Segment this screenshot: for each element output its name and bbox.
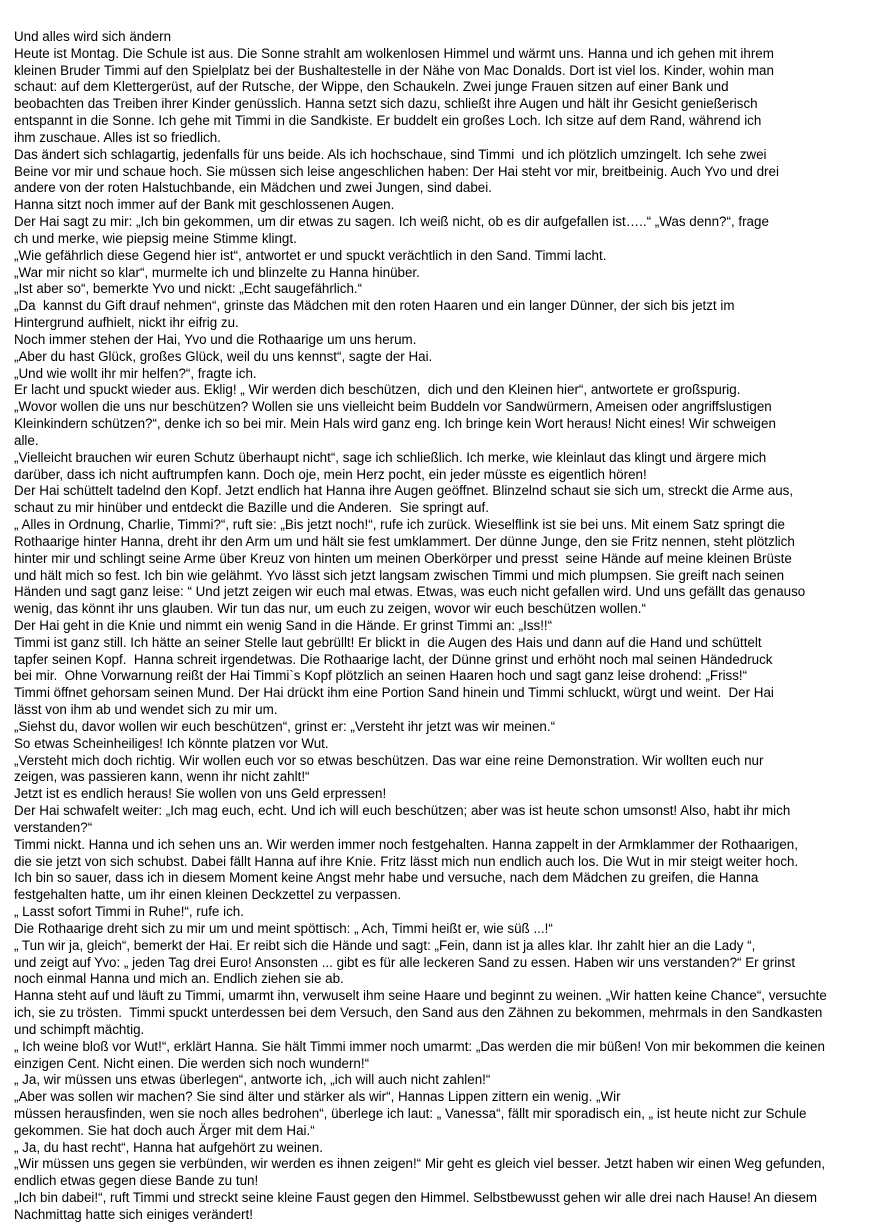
text-line: Hanna sitzt noch immer auf der Bank mit geschlossenen Augen. (14, 197, 395, 213)
document-lines (14, 29, 876, 1224)
text-line: „Da kannst du Gift drauf nehmen“, grinste das Mädchen mit den roten Haaren und ein langer Dünner, der sich bis jetzt im (14, 298, 735, 314)
text-line: Nachmittag hatte sich einiges verändert! (14, 1206, 253, 1222)
text-line: „Wir müssen uns gegen sie verbünden, wir werden es ihnen zeigen!“ Mir geht es gleich viel besser. Jetzt haben wir einen Weg gefunden, (14, 1156, 826, 1172)
text-line: „ Ja, wir müssen uns etwas überlegen“, antworte ich, „ich will auch nicht zahlen!“ (14, 1072, 491, 1088)
text-line: ich, sie zu trösten. Timmi spuckt unterdessen bei dem Versuch, den Sand aus den Zähnen zu bekommen, mehrmals in den Sandkasten (14, 1005, 823, 1021)
text-line: „ Alles in Ordnung, Charlie, Timmi?“, ruft sie: „Bis jetzt noch!“, rufe ich zurück. Wieselflink ist sie bei uns. Mit einem Satz springt die (14, 517, 785, 533)
text-line: noch einmal Hanna und mich an. Endlich ziehen sie ab. (14, 971, 344, 987)
text-line: entspannt in die Sonne. Ich gehe mit Timmi in die Sandkiste. Er buddelt ein großes Loch. Ich sitze auf dem Rand, während ich (14, 113, 762, 129)
text-line: Beine vor mir und schaue hoch. Sie müssen sich leise angeschlichen haben: Der Hai steht vor mir, breitbeinig. Auch Yvo und drei (14, 163, 779, 179)
text-line: Timmi ist ganz still. Ich hätte an seiner Stelle laut gebrüllt! Er blickt in die Augen des Hais und dann auf die Hand und schüttelt (14, 634, 762, 650)
document-title-line: Und alles wird sich ändern (14, 29, 172, 44)
text-line: „Ich bin dabei!“, ruft Timmi und streckt seine kleine Faust gegen den Himmel. Selbstbewusst gehen wir alle drei nach Hause! An diesem (14, 1190, 818, 1206)
text-line: So etwas Scheinheiliges! Ich könnte platzen vor Wut. (14, 735, 329, 751)
text-line: „Wie gefährlich diese Gegend hier ist“, antwortet er und spuckt verächtlich in den Sand. Timmi lacht. (14, 247, 607, 263)
text-line: Die Rothaarige dreht sich zu mir um und meint spöttisch: „ Ach, Timmi heißt er, wie süß ...!“ (14, 920, 553, 936)
text-line: lässt von ihm ab und wendet sich zu mir um. (14, 702, 278, 718)
text-line: Rothaarige hinter Hanna, dreht ihr den Arm um und hält sie fest umklammert. Der dünne Junge, den sie Fritz nennen, steht plötzlich (14, 533, 795, 549)
text-line: Heute ist Montag. Die Schule ist aus. Die Sonne strahlt am wolkenlosen Himmel und wärmt uns. Hanna und ich gehen mit ihrem (14, 45, 774, 61)
text-line: zeigen, was passieren kann, wenn ihr nicht zahlt!“ (14, 769, 310, 785)
text-line: schaut zu mir hinüber und entdeckt die Bazille und die Anderen. Sie springt auf. (14, 500, 489, 516)
text-line: Timmi öffnet gehorsam seinen Mund. Der Hai drückt ihm eine Portion Sand hinein und Timmi schluckt, würgt und weint. Der Hai (14, 685, 774, 701)
text-line: hinter mir und schlingt seine Arme über Kreuz von hinten um meinen Oberkörper und presst seine Hände auf meine kleinen Brüste (14, 550, 792, 566)
text-line: tapfer seinen Kopf. Hanna schreit irgendetwas. Die Rothaarige lacht, der Dünne grinst und erhöht noch mal seinen Händedruck (14, 651, 773, 667)
text-line: „Aber du hast Glück, großes Glück, weil du uns kennst“, sagte der Hai. (14, 348, 433, 364)
text-line: bei mir. Ohne Vorwarnung reißt der Hai Timmi`s Kopf plötzlich an seinen Haaren hoch und sagt ganz leise drohend: „Friss!“ (14, 668, 748, 684)
text-line: „Aber was sollen wir machen? Sie sind älter und stärker als wir“, Hannas Lippen zittern ein wenig. „Wir (14, 1089, 621, 1105)
text-line: „Vielleicht brauchen wir euren Schutz überhaupt nicht“, sage ich schließlich. Ich merke, wie kleinlaut das klingt und ärgere mich (14, 449, 767, 465)
text-line: ch und merke, wie piepsig meine Stimme klingt. (14, 230, 297, 246)
text-line: Noch immer stehen der Hai, Yvo und die Rothaarige um uns herum. (14, 331, 417, 347)
text-line: Ich bin so sauer, dass ich in diesem Moment keine Angst mehr habe und versuche, nach dem Mädchen zu greifen, die Hanna (14, 870, 759, 886)
text-line: „Ist aber so“, bemerkte Yvo und nickt: „Echt saugefährlich.“ (14, 281, 363, 297)
text-line: Kleinkindern schützen?“, denke ich so bei mir. Mein Hals wird ganz eng. Ich bringe kein Wort heraus! Nicht eines! Wir schweigen (14, 416, 776, 432)
text-line: „War mir nicht so klar“, murmelte ich und blinzelte zu Hanna hinüber. (14, 264, 420, 280)
text-line: die sie jetzt von sich schubst. Dabei fällt Hanna auf ihre Knie. Fritz lässt mich nun endlich auch los. Die Wut in mir steigt weiter hoch. (14, 853, 799, 869)
text-line: Hintergrund aufhielt, nickt ihr eifrig zu. (14, 315, 239, 331)
text-line: gekommen. Sie hat doch auch Ärger mit dem Hai.“ (14, 1122, 315, 1138)
text-line: „ Tun wir ja, gleich“, bemerkt der Hai. Er reibt sich die Hände und sagt: „Fein, dann ist ja alles klar. Ihr zahlt hier an die Lady “, (14, 937, 756, 953)
text-line: Der Hai sagt zu mir: „Ich bin gekommen, um dir etwas zu sagen. Ich weiß nicht, ob es dir aufgefallen ist…..“ „Was denn?“, frage (14, 214, 769, 230)
text-line: Der Hai schüttelt tadelnd den Kopf. Jetzt endlich hat Hanna ihre Augen geöffnet. Blinzelnd schaut sie sich um, streckt die Arme aus, (14, 483, 794, 499)
text-line: Der Hai geht in die Knie und nimmt ein wenig Sand in die Hände. Er grinst Timmi an: „Iss!!“ (14, 617, 553, 633)
text-line: müssen herausfinden, wen sie noch alles bedrohen“, überlege ich laut: „ Vanessa“, fällt mir sporadisch ein, „ ist heute nicht zur Schule (14, 1106, 807, 1121)
text-line: und zeigt auf Yvo: „ jeden Tag drei Euro! Ansonsten ... gibt es für alle leckeren Sand zu essen. Haben wir uns verstanden?“ Er grinst (14, 954, 796, 970)
text-line: „ Lasst sofort Timmi in Ruhe!“, rufe ich. (14, 904, 244, 920)
text-line: festgehalten hatte, um ihr einen kleinen Deckzettel zu verpassen. (14, 887, 402, 903)
text-line: „ Ich weine bloß vor Wut!“, erklärt Hanna. Sie hält Timmi immer noch umarmt: „Das werden die mir büßen! Von mir bekommen die keinen (14, 1038, 825, 1054)
text-line: Der Hai schwafelt weiter: „Ich mag euch, echt. Und ich will euch beschützen; aber was ist heute schon umsonst! Also, habt ihr mich (14, 803, 791, 819)
text-line: „Versteht mich doch richtig. Wir wollen euch vor so etwas beschützen. Das war eine reine Demonstration. Wir wollten euch nur (14, 752, 764, 768)
text-line: einzigen Cent. Nicht einen. Die werden sich noch wundern!“ (14, 1055, 370, 1071)
text-line: Timmi nickt. Hanna und ich sehen uns an. Wir werden immer noch festgehalten. Hanna zappelt in der Armklammer der Rothaarigen, (14, 836, 798, 852)
text-line: „Siehst du, davor wollen wir euch beschützen“, grinst er: „Versteht ihr jetzt was wir meinen.“ (14, 718, 556, 734)
text-line: Hanna steht auf und läuft zu Timmi, umarmt ihn, verwuselt ihm seine Haare und beginnt zu weinen. „Wir hatten keine Chance“, versuchte (14, 988, 827, 1004)
text-line: wenig, das könnt ihr uns glauben. Wir tun das nur, um euch zu zeigen, wovor wir euch beschützen wollen.“ (14, 601, 646, 617)
text-line: endlich etwas gegen diese Bande zu tun! (14, 1173, 259, 1189)
text-line: schaut: auf dem Klettergerüst, auf der Rutsche, der Wippe, den Schaukeln. Zwei junge Frauen sitzen auf einer Bank und (14, 79, 729, 95)
text-line: und hält mich so fest. Ich bin wie gelähmt. Yvo lässt sich jetzt langsam zwischen Timmi und mich plumpsen. Sie greift nach seinen (14, 567, 785, 583)
text-line: verstanden?“ (14, 819, 93, 835)
text-line: „ Ja, du hast recht“, Hanna hat aufgehört zu weinen. (14, 1139, 323, 1155)
text-line: beobachten das Treiben ihrer Kinder genüsslich. Hanna setzt sich dazu, schließt ihre Augen und hält ihr Gesicht genießerisch (14, 96, 758, 112)
text-line: andere von der roten Halstuchbande, ein Mädchen und zwei Jungen, sind dabei. (14, 180, 492, 196)
text-line: und schimpft mächtig. (14, 1021, 145, 1037)
text-line: Das ändert sich schlagartig, jedenfalls für uns beide. Als ich hochschaue, sind Timmi und ich plötzlich umzingelt. Ich sehe zwei (14, 146, 767, 162)
text-line: Er lacht und spuckt wieder aus. Eklig! „ Wir werden dich beschützen, dich und den Kleinen hier“, antwortete er großspurig. (14, 382, 741, 398)
text-line: darüber, dass ich nicht auftrumpfen kann. Doch oje, mein Herz pocht, ein jeder müsste es eigentlich hören! (14, 466, 647, 482)
text-line: ihm zuschaue. Alles ist so friedlich. (14, 129, 221, 145)
text-line: Händen und sagt ganz leise: “ Und jetzt zeigen wir euch mal etwas. Etwas, was euch nicht gefallen wird. Und uns gefällt das genauso (14, 584, 806, 600)
text-line: Jetzt ist es endlich heraus! Sie wollen von uns Geld erpressen! (14, 786, 387, 802)
text-line: kleinen Bruder Timmi auf den Spielplatz bei der Bushaltestelle in der Nähe von Mac Donalds. Dort ist viel los. Kinder, wohin man (14, 62, 774, 78)
text-line: alle. (14, 432, 39, 448)
text-line: „Und wie wollt ihr mir helfen?“, fragte ich. (14, 365, 257, 381)
text-line: „Wovor wollen die uns nur beschützen? Wollen sie uns vielleicht beim Buddeln vor Sandwürmern, Ameisen oder angriffslustigen (14, 399, 772, 415)
